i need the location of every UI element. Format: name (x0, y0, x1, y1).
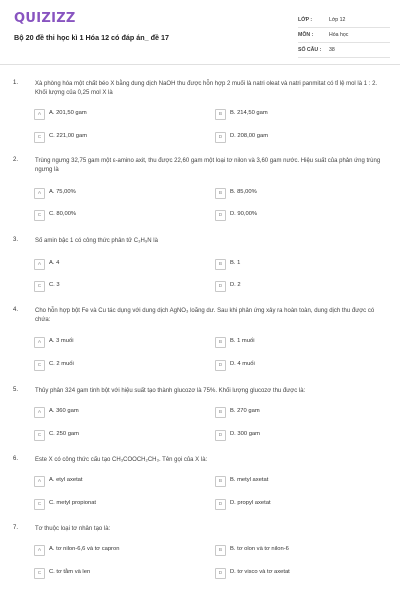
option-letter-box: C (34, 568, 45, 579)
meta-key: SỐ CÂU : (298, 47, 322, 53)
option-text: C. 250 gam (49, 431, 79, 437)
option-d[interactable] (215, 430, 375, 441)
option-d[interactable] (215, 360, 375, 371)
option-text: A. 4 (49, 260, 60, 266)
option-letter-box: A (34, 109, 45, 120)
option-text: B. 214,50 gam (230, 110, 268, 116)
option-letter-box: D (215, 430, 226, 441)
option-text: C. tơ tằm và len (49, 569, 91, 575)
option-a[interactable] (34, 259, 194, 270)
meta-key: LỚP : (298, 17, 313, 23)
option-letter-box: A (34, 337, 45, 348)
option-letter-box: D (215, 499, 226, 510)
option-text: C. 80,00% (49, 211, 77, 217)
option-text: D. 300 gam (230, 431, 260, 437)
option-text: B. 270 gam (230, 408, 260, 414)
option-letter-box: D (215, 132, 226, 143)
meta-value: Hóa học (329, 32, 349, 38)
option-a[interactable] (34, 337, 194, 348)
option-d[interactable] (215, 281, 375, 292)
option-letter-box: A (34, 476, 45, 487)
document-title: Bộ 20 đề thi học kì 1 Hóa 12 có đáp án_ đề 17 (14, 33, 169, 42)
option-b[interactable] (215, 259, 375, 270)
question-number: 7. (13, 525, 19, 531)
option-letter-box: C (34, 360, 45, 371)
option-letter-box: C (34, 132, 45, 143)
option-letter-box: C (34, 430, 45, 441)
meta-key: MÔN : (298, 32, 314, 38)
option-letter-box: B (215, 337, 226, 348)
option-letter-box: D (215, 568, 226, 579)
option-letter-box: C (34, 281, 45, 292)
meta-row-subject (298, 28, 390, 43)
header-divider (0, 64, 400, 65)
option-text: A. 3 muối (49, 338, 74, 344)
option-d[interactable] (215, 499, 375, 510)
option-c[interactable] (34, 281, 194, 292)
option-d[interactable] (215, 132, 375, 143)
question-stem: Tơ thuộc loại tơ nhân tạo là: (35, 526, 111, 532)
option-text: A. tơ nilon-6,6 và tơ capron (49, 546, 120, 552)
question-stem: Trùng ngưng 32,75 gam một ε-amino axit, thu được 22,60 gam một loại tơ nilon và 3,60 gam nước. Hiệu suất của phản ứng trùng ngưng là (35, 158, 381, 173)
option-a[interactable] (34, 476, 194, 487)
option-text: B. tơ olon và tơ nilon-6 (230, 546, 289, 552)
option-text: B. metyl axetat (230, 477, 269, 483)
option-text: D. 90,00% (230, 211, 258, 217)
option-letter-box: A (34, 407, 45, 418)
option-b[interactable] (215, 407, 375, 418)
option-text: B. 1 muối (230, 338, 255, 344)
option-letter-box: B (215, 259, 226, 270)
option-a[interactable] (34, 545, 194, 556)
option-letter-box: B (215, 188, 226, 199)
option-letter-box: B (215, 545, 226, 556)
option-c[interactable] (34, 430, 194, 441)
question-stem: Cho hỗn hợp bột Fe và Cu tác dụng với dung dịch AgNO₃ loãng dư. Sau khi phản ứng xảy ra hoàn toàn, dung dịch thu được có chứa: (35, 308, 375, 323)
option-text: C. 3 (49, 282, 60, 288)
option-b[interactable] (215, 188, 375, 199)
option-text: A. 360 gam (49, 408, 79, 414)
option-text: D. tơ visco và tơ axetat (230, 569, 290, 575)
option-text: B. 1 (230, 260, 241, 266)
option-letter-box: A (34, 545, 45, 556)
question-number: 4. (13, 307, 19, 313)
option-letter-box: B (215, 476, 226, 487)
option-c[interactable] (34, 499, 194, 510)
question-stem: Xà phòng hóa một chất béo X bằng dung dịch NaOH thu được hỗn hợp 2 muối là natri oleat và natri panmitat có tỉ lệ mol là 1 : 2. Khối lượng của 0,25 mol X là (35, 81, 378, 96)
question-stem: Thủy phân 324 gam tinh bột với hiệu suất tạo thành glucozơ là 75%. Khối lượng glucozơ thu được là: (35, 388, 306, 394)
option-letter-box: C (34, 210, 45, 221)
option-c[interactable] (34, 210, 194, 221)
meta-table (298, 13, 390, 58)
option-d[interactable] (215, 210, 375, 221)
option-letter-box: A (34, 259, 45, 270)
option-text: B. 85,00% (230, 189, 257, 195)
option-b[interactable] (215, 476, 375, 487)
option-text: C. metyl propionat (49, 500, 97, 506)
option-c[interactable] (34, 568, 194, 579)
question-number: 6. (13, 456, 19, 462)
option-a[interactable] (34, 407, 194, 418)
option-c[interactable] (34, 132, 194, 143)
meta-row-class (298, 13, 390, 28)
question-number: 2. (13, 157, 19, 163)
option-letter-box: B (215, 109, 226, 120)
question-stem: Este X có công thức cấu tạo CH₃COOCH₂CH₃. Tên gọi của X là: (35, 457, 208, 463)
option-letter-box: A (34, 188, 45, 199)
option-letter-box: D (215, 360, 226, 371)
option-text: C. 221,00 gam (49, 133, 88, 139)
option-c[interactable] (34, 360, 194, 371)
option-letter-box: B (215, 407, 226, 418)
meta-value: 38 (329, 47, 335, 53)
option-text: A. 201,50 gam (49, 110, 87, 116)
option-b[interactable] (215, 337, 375, 348)
option-text: D. 4 muối (230, 361, 255, 367)
option-a[interactable] (34, 188, 194, 199)
option-a[interactable] (34, 109, 194, 120)
option-text: D. 208,00 gam (230, 133, 269, 139)
option-text: D. 2 (230, 282, 241, 288)
option-text: A. etyl axetat (49, 477, 83, 483)
meta-value: Lớp 12 (329, 17, 346, 23)
option-b[interactable] (215, 545, 375, 556)
page-header (0, 0, 400, 62)
question-number: 5. (13, 387, 19, 393)
option-text: A. 75,00% (49, 189, 76, 195)
question-stem: Số amin bậc 1 có công thức phân tử C₃H₉N là (35, 238, 158, 244)
option-d[interactable] (215, 568, 375, 579)
question-number: 3. (13, 237, 19, 243)
question-number: 1. (13, 80, 19, 86)
option-text: D. propyl axetat (230, 500, 271, 506)
option-b[interactable] (215, 109, 375, 120)
option-letter-box: D (215, 210, 226, 221)
option-letter-box: D (215, 281, 226, 292)
option-letter-box: C (34, 499, 45, 510)
option-text: C. 2 muối (49, 361, 74, 367)
meta-row-count (298, 43, 390, 58)
quizizz-logo: QUIZIZZ (14, 11, 76, 26)
